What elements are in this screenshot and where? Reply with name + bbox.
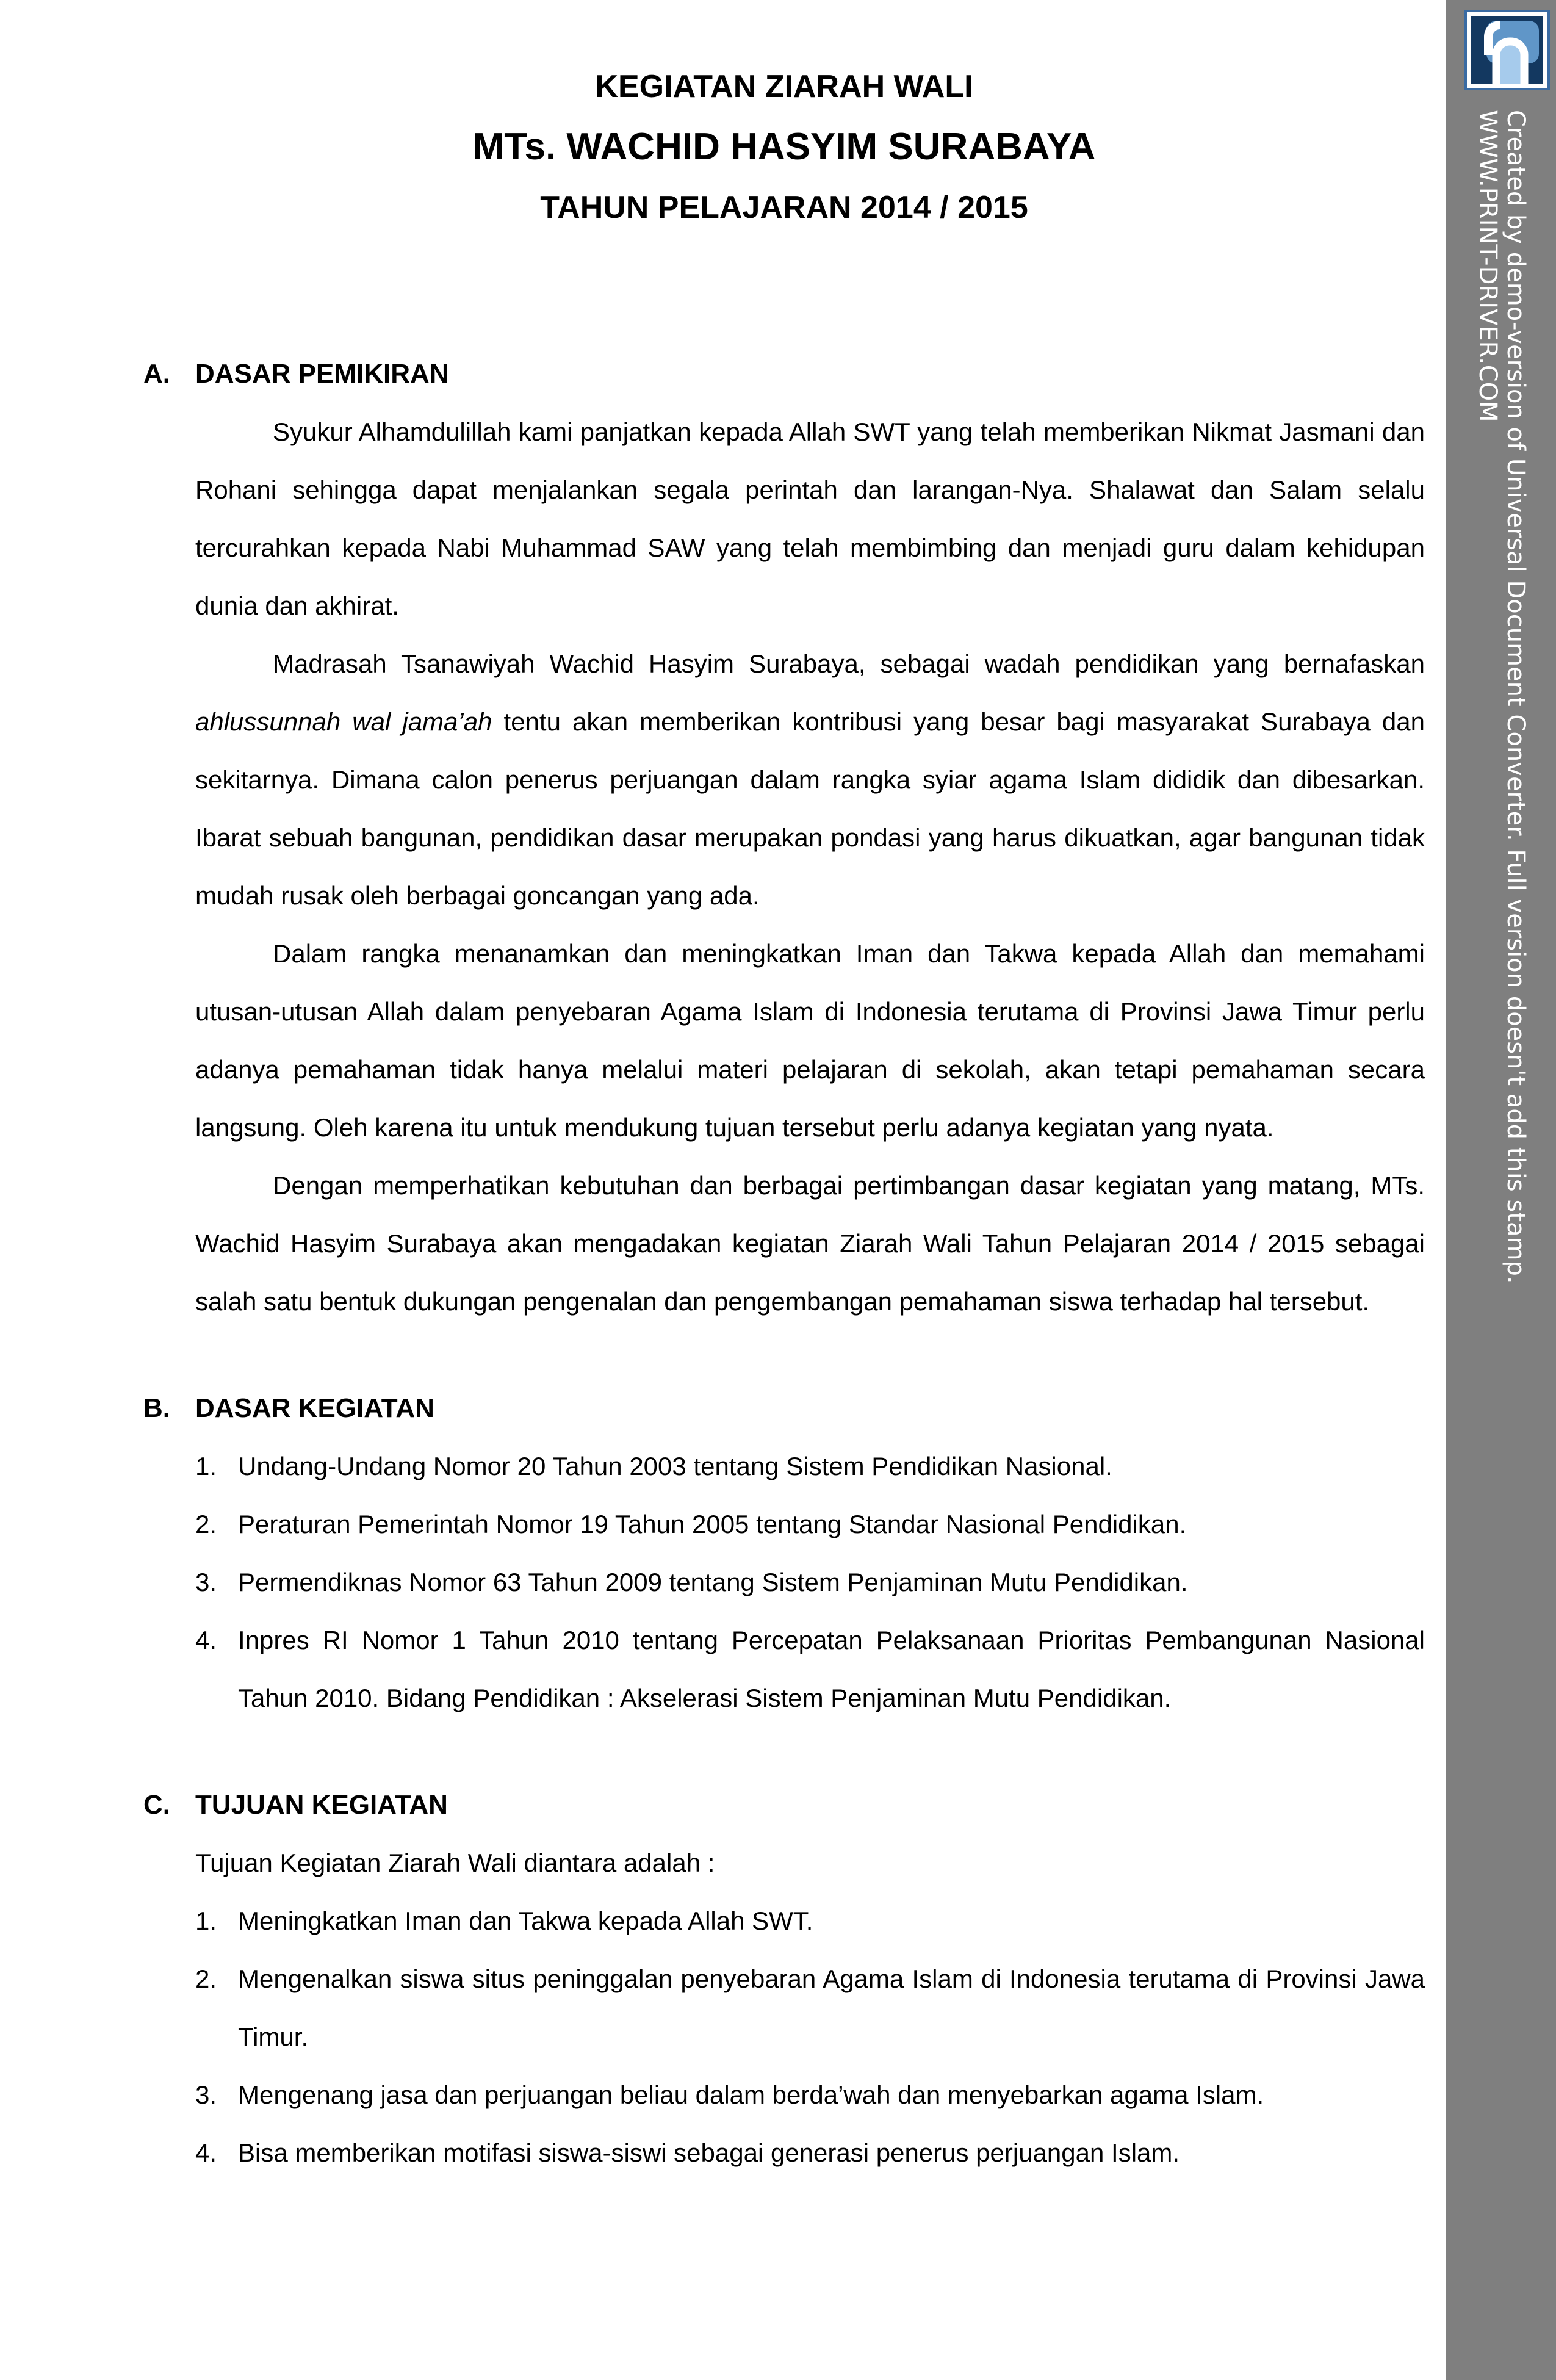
section-c-intro: Tujuan Kegiatan Ziarah Wali diantara adalah : (195, 1848, 715, 1877)
list-item-text: Peraturan Pemerintah Nomor 19 Tahun 2005 tentang Standar Nasional Pendidikan. (238, 1510, 1187, 1538)
list-item-number: 3. (195, 1568, 217, 1596)
list-item-number: 1. (195, 1906, 217, 1935)
paragraph-2-start: Madrasah Tsanawiyah Wachid Hasyim Surabaya, sebagai wadah pendidikan yang bernafaskan (273, 649, 1425, 678)
list-item (195, 1950, 1425, 2066)
list-item-number: 2. (195, 1510, 217, 1538)
section-b-heading (143, 1379, 1425, 1437)
list-item-text: Permendiknas Nomor 63 Tahun 2009 tentang Sistem Penjaminan Mutu Pendidikan. (238, 1568, 1188, 1596)
watermark-stripe (1446, 0, 1556, 2380)
list-item-number: 3. (195, 2080, 217, 2109)
paragraph-3: Dalam rangka menanamkan dan meningkatkan Iman dan Takwa kepada Allah dan memahami utusan-utusan Allah dalam penyebaran Agama Islam di Indonesia terutama di Provinsi Jawa Timur perlu adanya pemahaman tidak hanya melalui materi pelajaran di sekolah, akan tetapi pemahaman secara langsung. Oleh karena itu untuk mendukung tujuan tersebut perlu adanya kegiatan yang nyata. (195, 939, 1425, 1142)
list-item-text: Meningkatkan Iman dan Takwa kepada Allah SWT. (238, 1906, 813, 1935)
list-item (195, 1892, 1425, 1950)
list-item-number: 4. (195, 2138, 217, 2167)
paragraph-1: Syukur Alhamdulillah kami panjatkan kepada Allah SWT yang telah memberikan Nikmat Jasmani dan Rohani sehingga dapat menjalankan segala perintah dan larangan-Nya. Shalawat dan Salam selalu tercurahkan kepada Nabi Muhammad SAW yang telah membimbing dan menjadi guru dalam kehidupan dunia dan akhirat. (195, 417, 1425, 620)
section-b (143, 1379, 1425, 1727)
section-b-title: DASAR KEGIATAN (195, 1393, 434, 1423)
section-a-title: DASAR PEMIKIRAN (195, 359, 449, 389)
list-item-text: Undang-Undang Nomor 20 Tahun 2003 tentang Sistem Pendidikan Nasional. (238, 1452, 1112, 1480)
document-content (143, 67, 1425, 2182)
list-item (195, 1611, 1425, 1727)
list-item (195, 1495, 1425, 1553)
section-a-letter: A. (143, 359, 170, 389)
section-b-letter: B. (143, 1393, 170, 1423)
doc-title: KEGIATAN ZIARAH WALI (595, 69, 973, 104)
paragraph-2 (195, 635, 1425, 925)
title-block (143, 67, 1425, 227)
list-item (195, 1437, 1425, 1495)
paragraph-2-italic-phrase: ahlussunnah wal jama’ah (195, 707, 492, 736)
section-c-heading (143, 1776, 1425, 1834)
paragraph-4: Dengan memperhatikan kebutuhan dan berbagai pertimbangan dasar kegiatan yang matang, MTs. Wachid Hasyim Surabaya akan mengadakan kegiatan Ziarah Wali Tahun Pelajaran 2014 / 2015 sebagai salah satu bentuk dukungan pengenalan dan pengembangan pemahaman siswa terhadap hal tersebut. (195, 1171, 1425, 1316)
section-c-body (195, 1834, 1425, 2182)
doc-subtitle-year: TAHUN PELAJARAN 2014 / 2015 (540, 190, 1028, 225)
list-item-number: 1. (195, 1452, 217, 1480)
section-c (143, 1776, 1425, 2182)
section-a-body (195, 403, 1425, 1330)
list-item-text: Inpres RI Nomor 1 Tahun 2010 tentang Percepatan Pelaksanaan Prioritas Pembangunan Nasional Tahun 2010. Bidang Pendidikan : Akselerasi Sistem Penjaminan Mutu Pendidikan. (238, 1626, 1425, 1712)
section-c-title: TUJUAN KEGIATAN (195, 1790, 448, 1820)
list-item-number: 2. (195, 1964, 217, 1993)
watermark-text-url: WWW.PRINT-DRIVER.COM (1474, 110, 1502, 422)
list-item (195, 1553, 1425, 1611)
watermark-text-primary: Created by demo-version of Universal Document Converter. Full version doesn't add this stamp. (1502, 110, 1530, 1284)
list-item-number: 4. (195, 1626, 217, 1654)
doc-subtitle-school: MTs. WACHID HASYIM SURABAYA (472, 126, 1096, 168)
section-a (143, 345, 1425, 1330)
section-a-heading (143, 345, 1425, 403)
udc-logo-icon (1464, 10, 1550, 90)
section-c-letter: C. (143, 1790, 170, 1820)
paragraph-2-end: tentu akan memberikan kontribusi yang besar bagi masyarakat Surabaya dan sekitarnya. Dimana calon penerus perjuangan dalam rangka syiar agama Islam dididik dan dibesarkan. Ibarat sebuah bangunan, pendidikan dasar merupakan pondasi yang harus dikuatkan, agar bangunan tidak mudah rusak oleh berbagai goncangan yang ada. (195, 707, 1425, 910)
section-b-list (195, 1437, 1425, 1727)
list-item-text: Mengenalkan siswa situs peninggalan penyebaran Agama Islam di Indonesia terutama di Provinsi Jawa Timur. (238, 1964, 1425, 2051)
list-item (195, 2124, 1425, 2182)
list-item (195, 2066, 1425, 2124)
list-item-text: Mengenang jasa dan perjuangan beliau dalam berda’wah dan menyebarkan agama Islam. (238, 2080, 1264, 2109)
list-item-text: Bisa memberikan motifasi siswa-siswi sebagai generasi penerus perjuangan Islam. (238, 2138, 1180, 2167)
